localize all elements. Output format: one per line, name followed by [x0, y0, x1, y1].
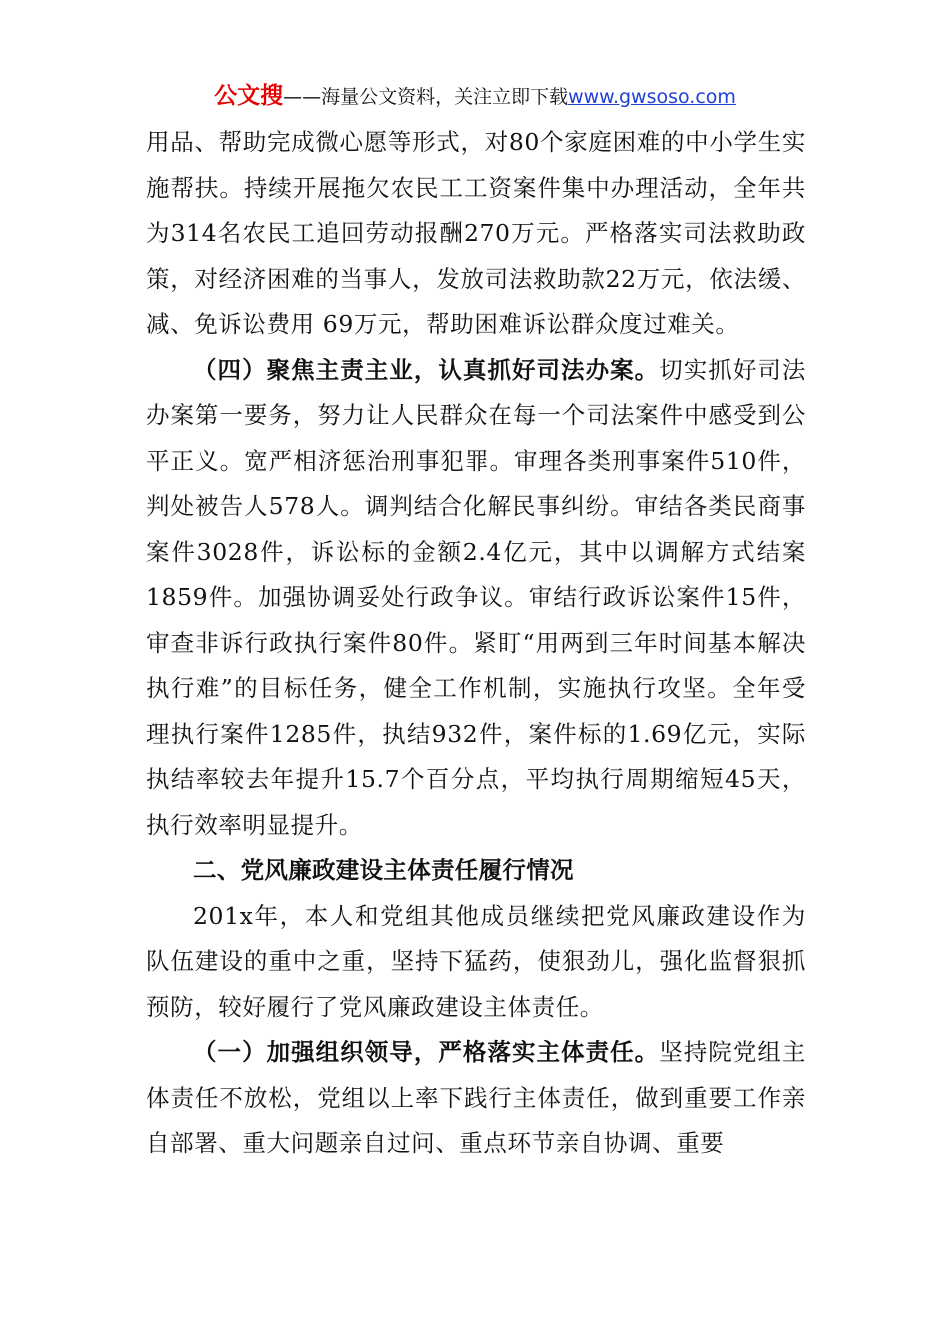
paragraph-text-organization: 坚持院党组主体责任不放松，党组以上率下践行主体责任，做到重要工作亲自部署、重大问题亲自过问、重点环节亲自协调、重要 [146, 1038, 806, 1157]
section-heading: 二、党风廉政建设主体责任履行情况 [193, 856, 574, 884]
paragraph-judicial-cases [146, 348, 806, 849]
paragraph-assistance: 用品、帮助完成微心愿等形式，对80个家庭困难的中小学生实施帮扶。持续开展拖欠农民工工资案件集中办理活动，全年共为314名农民工追回劳动报酬270万元。严格落实司法救助政策，对经济困难的当事人，发放司法救助款22万元，依法缓、减、免诉讼费用 69万元，帮助困难诉讼群众度过难关。 [146, 128, 806, 338]
website-link[interactable]: www.gwsoso.com [568, 86, 736, 108]
brand-name: 公文搜 [214, 83, 284, 109]
page-header [0, 82, 950, 111]
paragraph-lead-organization: （一）加强组织领导，严格落实主体责任。 [193, 1038, 660, 1066]
document-body [146, 120, 806, 1167]
header-tagline: ——海量公文资料，关注立即下载 [283, 86, 569, 108]
paragraph-lead-judicial: （四）聚焦主责主业，认真抓好司法办案。 [193, 355, 660, 384]
paragraph-organization [146, 1030, 806, 1167]
paragraph-text-judicial: 切实抓好司法办案第一要务，努力让人民群众在每一个司法案件中感受到公平正义。宽严相济惩治刑事犯罪。审理各类刑事案件510件，判处被告人578人。调判结合化解民事纠纷。审结各类民商事案件3028件，诉讼标的金额2.4亿元，其中以调解方式结案1859件。加强协调妥处行政争议。审结行政诉讼案件15件，审查非诉行政执行案件80件。紧盯“用两到三年时间基本解决执行难”的目标任务，健全工作机制，实施执行攻坚。全年受理执行案件1285件，执结932件，案件标的1.69亿元，实际执结率较去年提升15.7个百分点，平均执行周期缩短45天，执行效率明显提升。 [146, 355, 806, 839]
paragraph-party-conduct: 201x年，本人和党组其他成员继续把党风廉政建设作为队伍建设的重中之重，坚持下猛药，使狠劲儿，强化监督狠抓预防，较好履行了党风廉政建设主体责任。 [146, 901, 806, 1021]
